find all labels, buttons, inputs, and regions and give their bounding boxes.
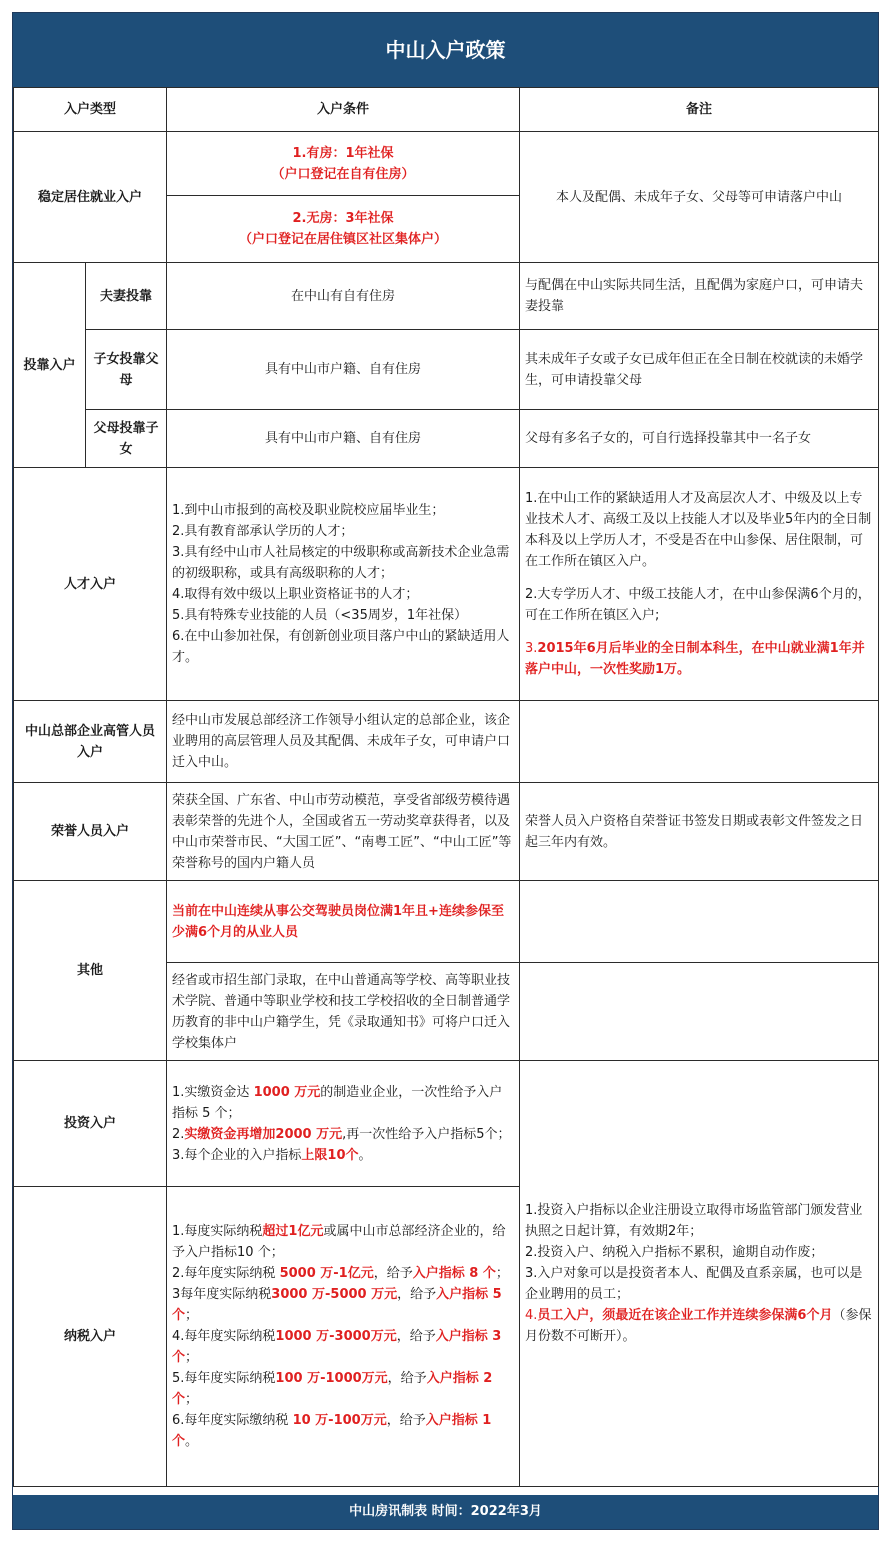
talent-cond-2: 2.具有教育部承认学历的人才；	[172, 524, 354, 539]
talent-note-3-highlight: 2015年6月后毕业的全日制本科生，在中山就业满1年并落户中山，一次性奖励1万。	[525, 641, 865, 677]
stable-note: 本人及配偶、未成年子女、父母等可申请落户中山	[520, 132, 879, 263]
stable-cond-rent-line1: 2.无房：3年社保	[292, 211, 394, 226]
table-row	[14, 132, 879, 196]
hq-label: 中山总部企业高管人员入户	[14, 701, 167, 783]
talent-notes	[520, 468, 879, 701]
relative-cond-spouse: 在中山有自有住房	[167, 263, 520, 330]
talent-cond-5: 5.具有特殊专业技能的人员（<35周岁，1年社保）	[172, 608, 468, 623]
policy-table-frame	[12, 12, 879, 1530]
tax-label: 纳税入户	[14, 1187, 167, 1487]
table-row	[14, 330, 879, 410]
table-row	[14, 783, 879, 881]
stable-cond-rent-line2: （户口登记在居住镇区社区集体户）	[239, 232, 448, 247]
other-cond-driver: 当前在中山连续从事公交驾驶员岗位满1年且+连续参保至少满6个月的从业人员	[167, 881, 520, 963]
talent-cond-1: 1.到中山市报到的高校及职业院校应届毕业生；	[172, 503, 445, 518]
invest-cond-1: 1.实缴资金达 1000 万元的制造业企业，一次性给予入户指标 5 个；	[172, 1084, 503, 1121]
hq-note	[520, 701, 879, 783]
talent-note-2: 2.大专学历人才、中级工技能人才，在中山参保满6个月的，可在工作所在镇区入户;	[525, 587, 871, 623]
stable-cond-owned-line2: （户口登记在自有住房）	[271, 166, 415, 182]
tax-cond-4: 4.每年度实际纳税1000 万-3000万元，给予入户指标 3 个；	[172, 1329, 502, 1365]
invest-label: 投资入户	[14, 1061, 167, 1187]
tax-cond-3: 3每年度实际纳税3000 万-5000 万元，给予入户指标 5 个；	[172, 1287, 502, 1323]
tax-conditions	[167, 1187, 520, 1487]
other-note-2	[520, 963, 879, 1061]
tax-cond-5: 5.每年度实际纳税100 万-1000万元，给予入户指标 2 个；	[172, 1371, 493, 1407]
policy-table	[13, 87, 879, 1487]
table-row	[14, 701, 879, 783]
table-row	[14, 1061, 879, 1187]
relative-note-spouse: 与配偶在中山实际共同生活，且配偶为家庭户口，可申请夫妻投靠	[520, 263, 879, 330]
honor-label: 荣誉人员入户	[14, 783, 167, 881]
talent-note-1: 1.在中山工作的紧缺适用人才及高层次人才、中级及以上专业技术人才、高级工及以上技能人才以及毕业5年内的全日制本科及以上学历人才，不受是否在中山参保、居住限制，可在工作所在镇区入户。	[525, 491, 872, 569]
table-row	[14, 468, 879, 701]
stable-cond-rent	[167, 196, 520, 263]
relative-note-children: 其未成年子女或子女已成年但正在全日制在校就读的未婚学生，可申请投靠父母	[520, 330, 879, 410]
talent-label: 人才入户	[14, 468, 167, 701]
invest-tax-note-3: 3.入户对象可以是投资者本人、配偶及直系亲属，也可以是企业聘用的员工；	[525, 1266, 863, 1302]
invest-conditions	[167, 1061, 520, 1187]
table-row	[14, 263, 879, 330]
talent-cond-3: 3.具有经中山市人社局核定的中级职称或高新技术企业急需的初级职称，或具有高级职称的人才；	[172, 545, 510, 581]
other-label: 其他	[14, 881, 167, 1061]
relative-cond-children: 具有中山市户籍、自有住房	[167, 330, 520, 410]
invest-tax-note-2: 2.投资入户、纳税入户指标不累积，逾期自动作废；	[525, 1245, 824, 1260]
relative-sub-parents: 父母投靠子女	[86, 410, 167, 468]
talent-note-3-prefix: 3.	[525, 641, 538, 656]
relative-sub-spouse: 夫妻投靠	[86, 263, 167, 330]
invest-cond-2: 2.实缴资金再增加2000 万元,再一次性给予入户指标5个；	[172, 1126, 511, 1142]
tax-cond-1: 1.每度实际纳税超过1亿元或属中山市总部经济企业的，给予入户指标10 个；	[172, 1224, 506, 1260]
honor-cond: 荣获全国、广东省、中山市劳动模范，享受省部级劳模待遇表彰荣誉的先进个人，全国或省五一劳动奖章获得者，以及中山市荣誉市民、“大国工匠”、“南粤工匠”、“中山工匠”等荣誉称号的国内户籍人员	[167, 783, 520, 881]
invest-tax-note-4: 4.员工入户，须最近在该企业工作并连续参保满6个月（参保月份数不可断开）。	[525, 1308, 872, 1344]
talent-cond-6: 6.在中山参加社保，有创新创业项目落户中山的紧缺适用人才。	[172, 629, 510, 665]
honor-note: 荣誉人员入户资格自荣誉证书签发日期或表彰文件签发之日起三年内有效。	[520, 783, 879, 881]
table-row	[14, 881, 879, 963]
header-condition: 入户条件	[167, 88, 520, 132]
stable-cond-owned	[167, 132, 520, 196]
talent-conditions	[167, 468, 520, 701]
relative-sub-children: 子女投靠父母	[86, 330, 167, 410]
talent-note-3	[525, 638, 873, 680]
invest-tax-notes	[520, 1061, 879, 1487]
stable-cond-owned-line1: 1.有房：1年社保	[292, 145, 394, 161]
stable-label: 稳定居住就业入户	[14, 132, 167, 263]
relative-note-parents: 父母有多名子女的，可自行选择投靠其中一名子女	[520, 410, 879, 468]
tax-cond-2: 2.每年度实际纳税 5000 万-1亿元，给予入户指标 8 个；	[172, 1266, 509, 1281]
other-note-1	[520, 881, 879, 963]
other-cond-student: 经省或市招生部门录取，在中山普通高等学校、高等职业技术学院、普通中等职业学校和技工学校招收的全日制普通学历教育的非中山户籍学生，凭《录取通知书》可将户口迁入学校集体户	[167, 963, 520, 1061]
header-row	[14, 88, 879, 132]
relative-label: 投靠入户	[14, 263, 86, 468]
invest-cond-3: 3.每个企业的入户指标上限10个。	[172, 1147, 372, 1163]
hq-cond: 经中山市发展总部经济工作领导小组认定的总部企业，该企业聘用的高层管理人员及其配偶、未成年子女，可申请户口迁入中山。	[167, 701, 520, 783]
header-type: 入户类型	[14, 88, 167, 132]
relative-cond-parents: 具有中山市户籍、自有住房	[167, 410, 520, 468]
invest-tax-note-1: 1.投资入户指标以企业注册设立取得市场监管部门颁发营业执照之日起计算，有效期2年；	[525, 1203, 863, 1239]
talent-cond-4: 4.取得有效中级以上职业资格证书的人才；	[172, 587, 419, 602]
table-row	[14, 410, 879, 468]
tax-cond-6: 6.每年度实际缴纳税 10 万-100万元，给予入户指标 1 个。	[172, 1413, 492, 1449]
page-title: 中山入户政策	[13, 13, 878, 87]
footer: 中山房讯制表 时间：2022年3月	[13, 1495, 878, 1529]
header-note: 备注	[520, 88, 879, 132]
